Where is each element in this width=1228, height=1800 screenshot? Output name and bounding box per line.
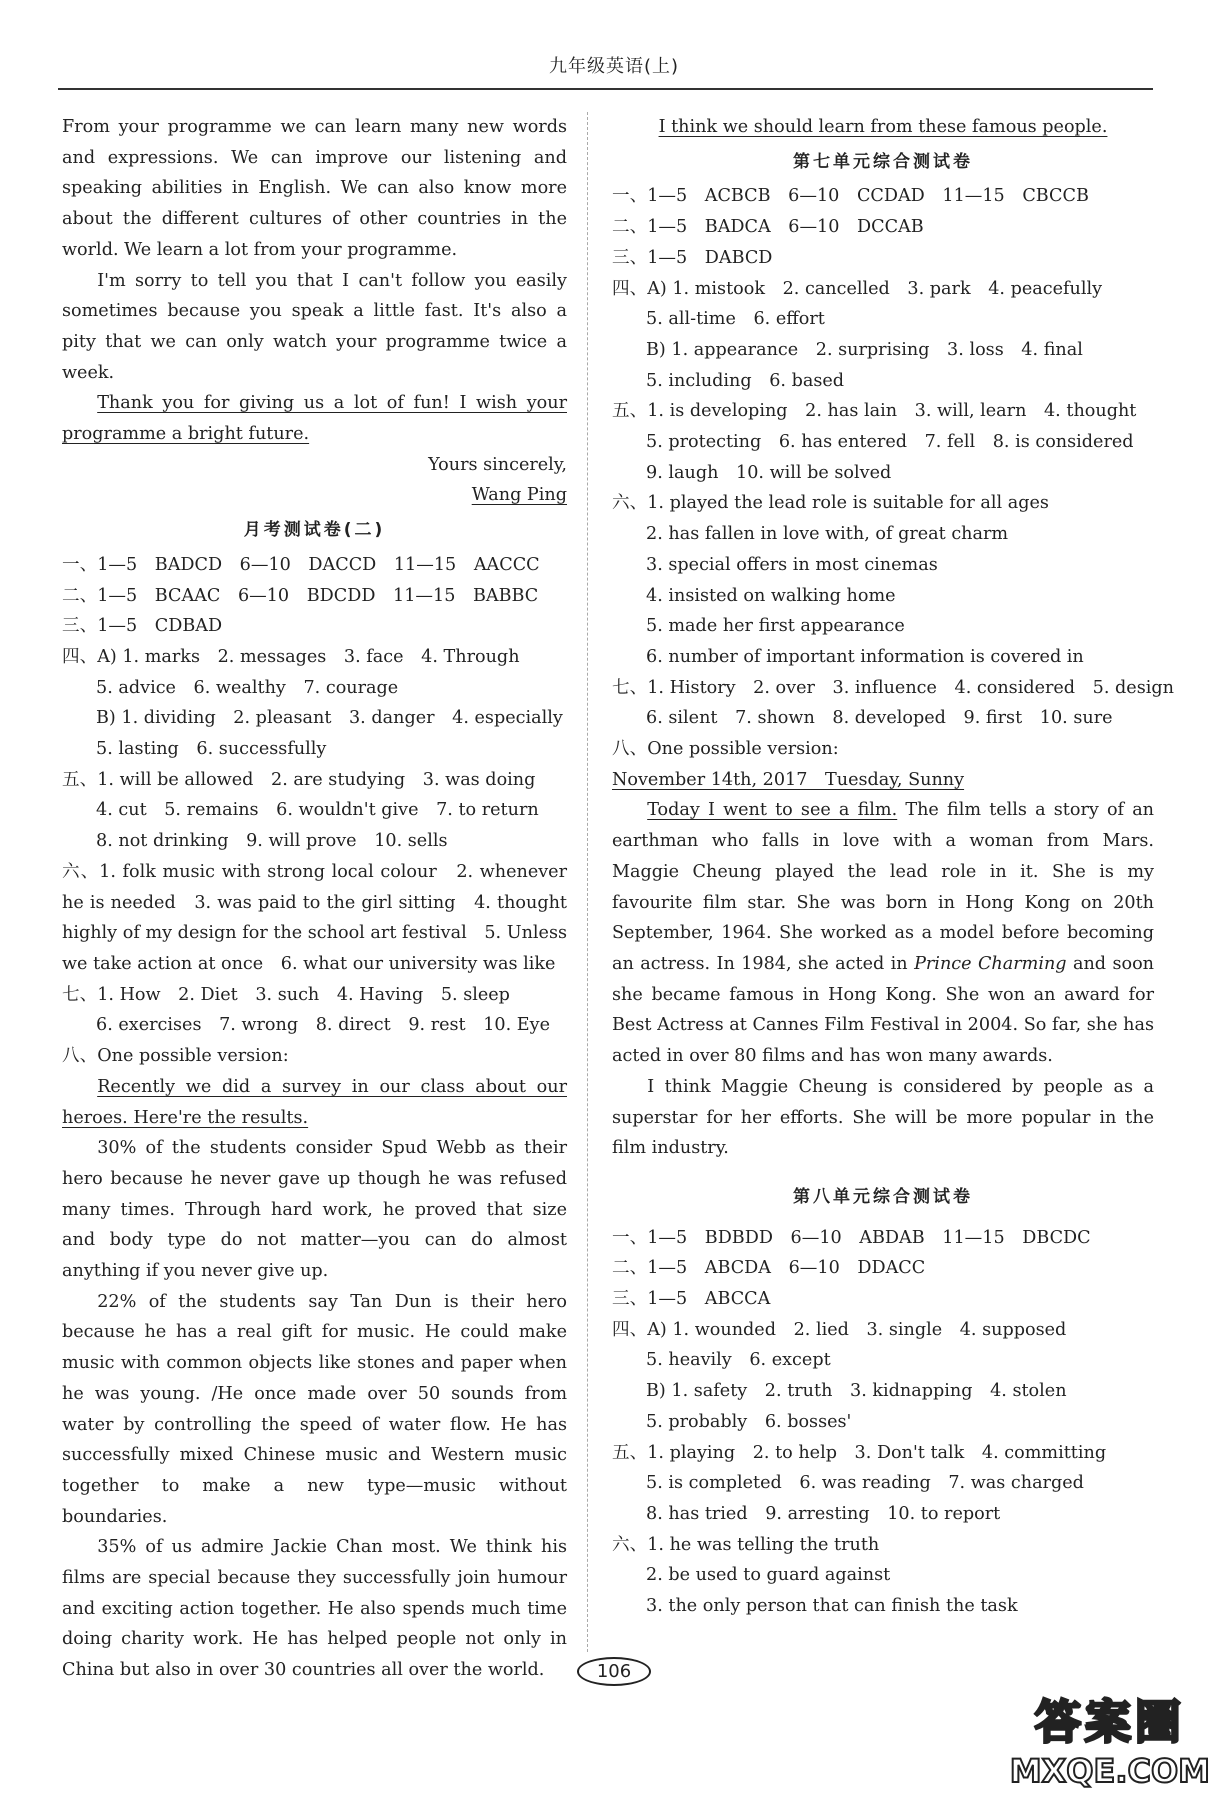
answer-row: 五、1. is developing 2. has lain 3. will, learn 4. thought	[612, 401, 1137, 422]
letter-paragraph-1: From your programme we can learn many new words and expressions. We can improve our listening and speaking abilities in English. We can also know more about the different cultures of other countries in the world. We learn a lot from your programme.	[62, 117, 567, 260]
answer-paragraph: 六、1. folk music with strong local colour 2. whenever he is needed 3. was paid to the girl sitting 4. thought highly of my design for the school art festival 5. Unless we take action at once 6. what our university was like	[62, 861, 567, 974]
answer-row: 9. laugh 10. will be solved	[646, 462, 892, 483]
page-number	[0, 1657, 1228, 1686]
essay-intro: Recently we did a survey in our class about our heroes. Here're the results.	[62, 1076, 567, 1128]
answer-row: 五、1. playing 2. to help 3. Don't talk 4. committing	[612, 1442, 1107, 1463]
diary-text-a: The film tells a story of an earthman who falls in love with a woman from Mars. Maggie Cheung played the lead role in it. She is my favourite film star. She was born in Hong Kong on 20th September, 1964. She worked as a model before becoming an actress. In 1984, she acted in	[612, 800, 1155, 974]
answer-row: 一、1—5 BDBDD 6—10 ABDAB 11—15 DBCDC	[612, 1227, 1091, 1248]
answer-row: 3. the only person that can finish the task	[646, 1596, 1018, 1617]
page-number-text: 106	[577, 1657, 651, 1686]
answer-row: B) 1. dividing 2. pleasant 3. danger 4. especially	[96, 708, 563, 729]
monthly-test-title: 月考测试卷(二)	[243, 520, 386, 541]
answer-row: 4. cut 5. remains 6. wouldn't give 7. to return	[96, 800, 539, 821]
answer-row: 三、1—5 CDBAD	[62, 616, 223, 637]
answer-row: 一、1—5 BADCD 6—10 DACCD 11—15 AACCC	[62, 554, 540, 575]
essay-paragraph-3: 35% of us admire Jackie Chan most. We think his films are special because they successfully join humour and exciting action together. He also spends much time doing charity work. He has helped people not only in China but also in over 30 countries all over the world.	[62, 1537, 567, 1681]
answer-row: 6. silent 7. shown 8. developed 9. first 10. sure	[646, 708, 1113, 729]
answer-row: 8. not drinking 9. will prove 10. sells	[96, 831, 448, 852]
answer-row: 5. is completed 6. was reading 7. was charged	[646, 1473, 1084, 1494]
answer-row: 2. be used to guard against	[646, 1565, 891, 1586]
answer-row: 5. made her first appearance	[646, 616, 905, 637]
answer-row: 5. including 6. based	[646, 370, 845, 391]
page-header: 九年级英语(上)	[548, 56, 680, 77]
answer-row: 七、1. How 2. Diet 3. such 4. Having 5. sleep	[62, 984, 510, 1005]
answer-row: 5. heavily 6. except	[646, 1350, 831, 1371]
film-title: Prince Charming	[914, 953, 1067, 974]
answer-row: B) 1. safety 2. truth 3. kidnapping 4. stolen	[646, 1381, 1067, 1402]
unit8-test-title: 第八单元综合测试卷	[793, 1186, 973, 1207]
answer-row: 四、A) 1. wounded 2. lied 3. single 4. supposed	[612, 1319, 1067, 1340]
answer-row: 5. protecting 6. has entered 7. fell 8. is considered	[646, 432, 1134, 453]
essay-paragraph-2: 22% of the students say Tan Dun is their hero because he has a real gift for music. He could make music with common objects like stones and paper when he was young. /He once made over 50 sounds from water by controlling the speed of water flow. He has successfully mixed Chinese music and Western music together to make a new type—music without boundaries.	[62, 1291, 567, 1527]
essay-closing-line: I think we should learn from these famous people.	[658, 117, 1108, 137]
watermark-top: 答案圈	[1034, 1695, 1185, 1749]
answer-row: 8. has tried 9. arresting 10. to report	[646, 1503, 1001, 1524]
diary-date: November 14th, 2017 Tuesday, Sunny	[612, 769, 965, 790]
answer-row: 2. has fallen in love with, of great charm	[646, 524, 1009, 545]
letter-closing: Yours sincerely,	[428, 454, 567, 475]
answer-row: 6. exercises 7. wrong 8. direct 9. rest 10. Eye	[96, 1015, 550, 1036]
diary-paragraph-2: I think Maggie Cheung is considered by people as a superstar for her efforts. She will be more popular in the film industry.	[612, 1076, 1154, 1159]
answer-row: 二、1—5 BCAAC 6—10 BDCDD 11—15 BABBC	[62, 585, 539, 606]
answer-row: 4. insisted on walking home	[646, 585, 896, 606]
answer-row: 六、1. he was telling the truth	[612, 1534, 880, 1555]
answer-row: 二、1—5 BADCA 6—10 DCCAB	[612, 217, 924, 238]
diary-first-sentence: Today I went to see a film.	[647, 800, 898, 821]
answer-row: 5. lasting 6. successfully	[96, 739, 327, 760]
letter-signature: Wang Ping	[471, 485, 567, 506]
answer-row: 七、1. History 2. over 3. influence 4. considered 5. design	[612, 677, 1174, 698]
answer-row: 六、1. played the lead role is suitable for all ages	[612, 493, 1049, 514]
section-label: 八、One possible version:	[612, 739, 839, 760]
watermark-bottom: MXQE.COM	[1009, 1752, 1210, 1790]
answer-row: 6. number of important information is covered in	[646, 646, 1084, 667]
answer-row: 五、1. will be allowed 2. are studying 3. was doing	[62, 769, 536, 790]
answer-row: B) 1. appearance 2. surprising 3. loss 4. final	[646, 339, 1083, 360]
answer-row: 三、1—5 ABCCA	[612, 1289, 771, 1310]
unit7-test-title: 第七单元综合测试卷	[793, 151, 973, 172]
left-column	[62, 112, 567, 1686]
essay-paragraph-1: 30% of the students consider Spud Webb as their hero because he never gave up though he was refused many times. Through hard work, he proved that size and body type do not matter—you can do almost anything if you never give up.	[62, 1138, 567, 1282]
letter-paragraph-3: Thank you for giving us a lot of fun! I wish your programme a bright future.	[62, 393, 567, 445]
answer-row: 5. all-time 6. effort	[646, 309, 825, 330]
answer-row: 四、A) 1. mistook 2. cancelled 3. park 4. peacefully	[612, 278, 1103, 299]
diary-text-b: and soon she became famous in Hong Kong. She won an award for Best Actress at Cannes Film Festival in 2004. So far, she has acted in over 80 films and has won many awards.	[612, 953, 1154, 1067]
header-rule	[58, 88, 1153, 90]
answer-row: 四、A) 1. marks 2. messages 3. face 4. Through	[62, 646, 520, 667]
answer-row: 二、1—5 ABCDA 6—10 DDACC	[612, 1258, 926, 1279]
watermark-logo	[1010, 1686, 1210, 1790]
right-column	[612, 112, 1174, 1622]
diary-paragraph-1	[612, 795, 1154, 1071]
answer-row: 3. special offers in most cinemas	[646, 554, 938, 575]
answer-row: 5. advice 6. wealthy 7. courage	[96, 677, 399, 698]
section-label: 八、One possible version:	[62, 1046, 289, 1067]
answer-row: 一、1—5 ACBCB 6—10 CCDAD 11—15 CBCCB	[612, 186, 1089, 207]
column-divider	[587, 112, 588, 1652]
letter-paragraph-2: I'm sorry to tell you that I can't follow you easily sometimes because you speak a little fast. It's also a pity that we can only watch your programme twice a week.	[62, 270, 567, 383]
answer-row: 三、1—5 DABCD	[612, 247, 773, 268]
answer-row: 5. probably 6. bosses'	[646, 1411, 852, 1432]
